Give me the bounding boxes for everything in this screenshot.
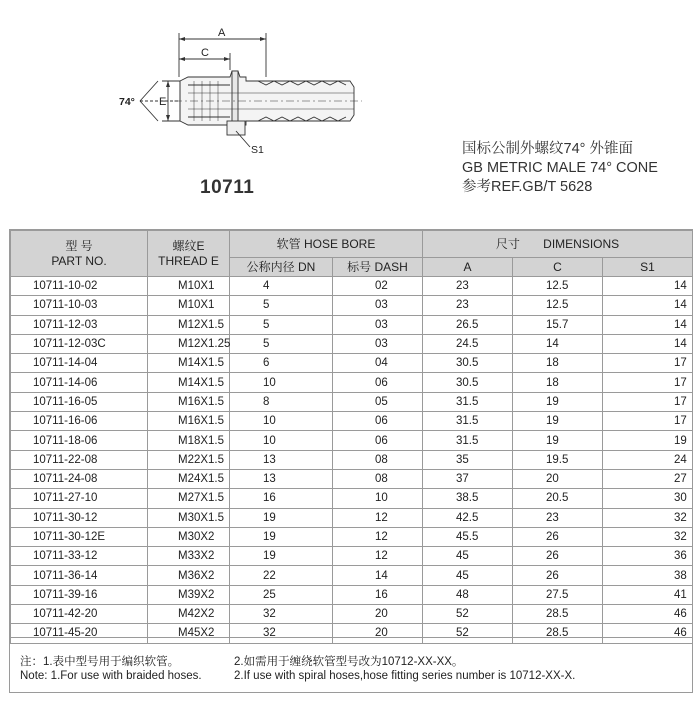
cell-thread: M42X2 — [148, 605, 230, 624]
header-part-en: PART NO. — [51, 253, 107, 268]
notes-divider — [10, 637, 692, 638]
table-row — [11, 450, 693, 469]
header-dimensions: 尺寸 DIMENSIONS — [423, 231, 693, 258]
cell-c: 19 — [513, 431, 603, 450]
cell-part: 10711-24-08 — [11, 469, 148, 488]
cell-part: 10711-33-12 — [11, 547, 148, 566]
dim-e-label: E — [159, 96, 167, 108]
header-dash: 标号 DASH — [333, 258, 423, 277]
cell-dn: 13 — [230, 469, 333, 488]
cell-dash: 12 — [333, 547, 423, 566]
cell-dash: 06 — [333, 431, 423, 450]
header-thread-cn: 螺纹E — [172, 238, 205, 253]
cell-dn: 6 — [230, 354, 333, 373]
cell-dn: 32 — [230, 624, 333, 643]
cell-a: 48 — [423, 585, 513, 604]
cell-a: 31.5 — [423, 431, 513, 450]
cell-thread: M18X1.5 — [148, 431, 230, 450]
cell-dn: 19 — [230, 527, 333, 546]
cell-s1: 17 — [603, 354, 693, 373]
cell-a: 37 — [423, 469, 513, 488]
cell-thread: M16X1.5 — [148, 412, 230, 431]
table-row — [11, 605, 693, 624]
table-row — [11, 315, 693, 334]
cell-c: 28.5 — [513, 624, 603, 643]
cell-s1: 14 — [603, 334, 693, 353]
cell-part: 10711-45-20 — [11, 624, 148, 643]
cell-part: 10711-16-06 — [11, 412, 148, 431]
specs-table-body — [11, 277, 693, 644]
cell-a: 42.5 — [423, 508, 513, 527]
header-s1: S1 — [603, 258, 693, 277]
note-en-1: Note: 1.For use with braided hoses. — [20, 670, 202, 682]
cell-dash: 14 — [333, 566, 423, 585]
table-row — [11, 412, 693, 431]
header-thread — [148, 231, 230, 277]
table-row — [11, 392, 693, 411]
cell-thread: M24X1.5 — [148, 469, 230, 488]
cell-a: 30.5 — [423, 373, 513, 392]
cell-c: 15.7 — [513, 315, 603, 334]
cell-a: 23 — [423, 296, 513, 315]
cell-thread: M45X2 — [148, 624, 230, 643]
description — [462, 140, 658, 197]
cell-c: 19 — [513, 392, 603, 411]
cell-c: 19 — [513, 412, 603, 431]
cell-a: 24.5 — [423, 334, 513, 353]
table-row — [11, 354, 693, 373]
cell-a: 30.5 — [423, 354, 513, 373]
cell-thread: M30X2 — [148, 527, 230, 546]
cell-c: 14 — [513, 334, 603, 353]
header-part-cn: 型 号 — [65, 238, 93, 253]
table-row — [11, 585, 693, 604]
dim-c-label: C — [201, 47, 209, 59]
header-thread-en: THREAD E — [158, 253, 219, 268]
cell-a: 38.5 — [423, 489, 513, 508]
dim-a-label: A — [218, 27, 226, 39]
cell-dash: 04 — [333, 354, 423, 373]
cell-a: 35 — [423, 450, 513, 469]
cell-c: 28.5 — [513, 605, 603, 624]
cell-a: 31.5 — [423, 392, 513, 411]
cell-c: 18 — [513, 354, 603, 373]
cell-part: 10711-30-12E — [11, 527, 148, 546]
cell-part: 10711-22-08 — [11, 450, 148, 469]
cell-c: 12.5 — [513, 277, 603, 296]
cell-c: 12.5 — [513, 296, 603, 315]
cell-s1: 14 — [603, 315, 693, 334]
cell-dn: 5 — [230, 315, 333, 334]
cell-thread: M30X1.5 — [148, 508, 230, 527]
header-hose-bore: 软管 HOSE BORE — [230, 231, 423, 258]
cell-dash: 12 — [333, 527, 423, 546]
description-cn: 国标公制外螺纹74° 外锥面 — [462, 141, 633, 157]
cell-thread: M16X1.5 — [148, 392, 230, 411]
table-row — [11, 527, 693, 546]
cell-thread: M12X1.25 — [148, 334, 230, 353]
cell-a: 26.5 — [423, 315, 513, 334]
cell-a: 31.5 — [423, 412, 513, 431]
cell-part: 10711-16-05 — [11, 392, 148, 411]
note-cn-2: 2.如需用于缠绕软管型号改为10712-XX-XX。 — [234, 656, 464, 668]
cell-dn: 10 — [230, 373, 333, 392]
cell-dash: 06 — [333, 373, 423, 392]
cell-c: 20 — [513, 469, 603, 488]
cell-c: 26 — [513, 566, 603, 585]
header-part — [11, 231, 148, 277]
table-row — [11, 508, 693, 527]
cell-s1: 14 — [603, 296, 693, 315]
s1-label: S1 — [251, 144, 264, 156]
cell-c: 26 — [513, 527, 603, 546]
table-row — [11, 547, 693, 566]
cell-s1: 32 — [603, 527, 693, 546]
cell-dash: 20 — [333, 605, 423, 624]
cell-dn: 5 — [230, 334, 333, 353]
cell-dn: 25 — [230, 585, 333, 604]
cell-dn: 5 — [230, 296, 333, 315]
cell-dash: 08 — [333, 450, 423, 469]
cell-part: 10711-18-06 — [11, 431, 148, 450]
table-row — [11, 489, 693, 508]
table-row — [11, 277, 693, 296]
cell-dash: 12 — [333, 508, 423, 527]
header-dn: 公称内径 DN — [230, 258, 333, 277]
cell-s1: 46 — [603, 624, 693, 643]
cell-a: 45 — [423, 547, 513, 566]
cell-part: 10711-42-20 — [11, 605, 148, 624]
cell-s1: 46 — [603, 605, 693, 624]
cell-part: 10711-39-16 — [11, 585, 148, 604]
table-row — [11, 373, 693, 392]
cell-dash: 03 — [333, 334, 423, 353]
cell-s1: 24 — [603, 450, 693, 469]
fitting-drawing — [110, 25, 370, 165]
cell-dash: 10 — [333, 489, 423, 508]
table-row — [11, 566, 693, 585]
cell-s1: 30 — [603, 489, 693, 508]
cell-dn: 19 — [230, 508, 333, 527]
cell-dn: 4 — [230, 277, 333, 296]
cell-a: 52 — [423, 624, 513, 643]
cell-dash: 20 — [333, 624, 423, 643]
cell-s1: 38 — [603, 566, 693, 585]
cell-a: 52 — [423, 605, 513, 624]
cell-dn: 13 — [230, 450, 333, 469]
cell-part: 10711-30-12 — [11, 508, 148, 527]
cell-s1: 17 — [603, 392, 693, 411]
cell-s1: 19 — [603, 431, 693, 450]
cell-part: 10711-14-06 — [11, 373, 148, 392]
cell-thread: M39X2 — [148, 585, 230, 604]
cell-s1: 41 — [603, 585, 693, 604]
header-c: C — [513, 258, 603, 277]
table-row — [11, 624, 693, 643]
description-ref: 参考REF.GB/T 5628 — [462, 179, 593, 195]
cell-part: 10711-27-10 — [11, 489, 148, 508]
cell-dn: 22 — [230, 566, 333, 585]
notes — [20, 655, 575, 683]
cell-dash: 02 — [333, 277, 423, 296]
cell-c: 23 — [513, 508, 603, 527]
cell-s1: 32 — [603, 508, 693, 527]
cell-thread: M36X2 — [148, 566, 230, 585]
cell-dash: 03 — [333, 315, 423, 334]
cell-s1: 17 — [603, 412, 693, 431]
part-number-title: 10711 — [200, 177, 255, 198]
cell-part: 10711-36-14 — [11, 566, 148, 585]
cell-thread: M22X1.5 — [148, 450, 230, 469]
cell-part: 10711-12-03C — [11, 334, 148, 353]
cell-c: 19.5 — [513, 450, 603, 469]
cell-dn: 8 — [230, 392, 333, 411]
cell-thread: M10X1 — [148, 296, 230, 315]
cell-part: 10711-12-03 — [11, 315, 148, 334]
cell-c: 27.5 — [513, 585, 603, 604]
cell-a: 45 — [423, 566, 513, 585]
cell-a: 45.5 — [423, 527, 513, 546]
cell-c: 26 — [513, 547, 603, 566]
cell-dash: 08 — [333, 469, 423, 488]
cell-thread: M14X1.5 — [148, 373, 230, 392]
cell-dn: 10 — [230, 431, 333, 450]
cell-s1: 14 — [603, 277, 693, 296]
cell-thread: M12X1.5 — [148, 315, 230, 334]
table-row — [11, 431, 693, 450]
specs-table-container — [9, 229, 693, 693]
cell-s1: 36 — [603, 547, 693, 566]
cell-dn: 32 — [230, 605, 333, 624]
cell-c: 18 — [513, 373, 603, 392]
header-a: A — [423, 258, 513, 277]
cell-dn: 19 — [230, 547, 333, 566]
table-row — [11, 334, 693, 353]
cell-dn: 16 — [230, 489, 333, 508]
cell-thread: M14X1.5 — [148, 354, 230, 373]
cell-c: 20.5 — [513, 489, 603, 508]
cell-thread: M33X2 — [148, 547, 230, 566]
cell-part: 10711-10-03 — [11, 296, 148, 315]
note-en-2: 2.If use with spiral hoses,hose fitting series number is 10712-XX-X. — [234, 670, 576, 682]
cell-part: 10711-10-02 — [11, 277, 148, 296]
cell-part: 10711-14-04 — [11, 354, 148, 373]
angle-label: 74° — [119, 96, 135, 108]
table-row — [11, 469, 693, 488]
cell-a: 23 — [423, 277, 513, 296]
description-en: GB METRIC MALE 74° CONE — [462, 160, 658, 176]
cell-dash: 05 — [333, 392, 423, 411]
note-cn-1: 注：1.表中型号用于编织软管。 — [20, 656, 180, 668]
cell-thread: M10X1 — [148, 277, 230, 296]
cell-dash: 16 — [333, 585, 423, 604]
cell-dash: 03 — [333, 296, 423, 315]
cell-dash: 06 — [333, 412, 423, 431]
specs-table — [10, 230, 693, 644]
cell-thread: M27X1.5 — [148, 489, 230, 508]
cell-s1: 17 — [603, 373, 693, 392]
cell-s1: 27 — [603, 469, 693, 488]
cell-dn: 10 — [230, 412, 333, 431]
table-row — [11, 296, 693, 315]
